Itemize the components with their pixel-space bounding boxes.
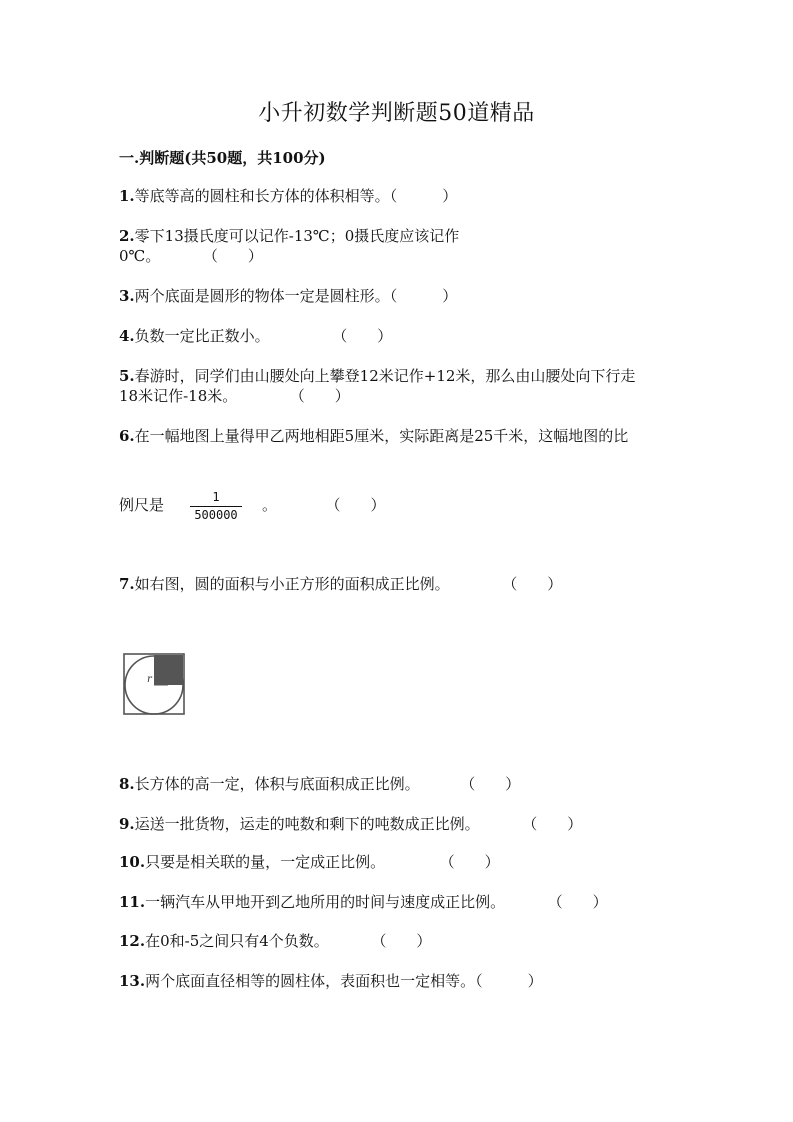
question-text: 零下13摄氏度可以记作-13℃；0摄氏度应该记作 bbox=[134, 227, 460, 245]
question-8 bbox=[119, 774, 679, 794]
scale-fraction bbox=[190, 490, 242, 523]
question-text: 两个底面直径相等的圆柱体，表面积也一定相等。 bbox=[145, 972, 476, 990]
question-number: 1. bbox=[119, 187, 135, 205]
question-4 bbox=[119, 326, 679, 346]
answer-blank: （ ） bbox=[339, 327, 393, 345]
circle-square-figure bbox=[123, 652, 185, 716]
question-text-line2: 例尺是 bbox=[119, 496, 165, 514]
answer-blank: （ ） bbox=[509, 575, 563, 593]
answer-blank: （ ） bbox=[389, 287, 458, 305]
question-number: 9. bbox=[119, 815, 135, 833]
question-number: 2. bbox=[119, 227, 135, 245]
question-text: 在一幅地图上量得甲乙两地相距5厘米，实际距离是25千米，这幅地图的比 bbox=[134, 427, 629, 445]
question-tail: 。 bbox=[262, 496, 278, 514]
answer-blank: （ ） bbox=[475, 972, 543, 990]
question-7 bbox=[119, 574, 679, 594]
question-text: 如右图，圆的面积与小正方形的面积成正比例。 bbox=[134, 575, 450, 593]
page-title: 小升初数学判断题50道精品 bbox=[258, 101, 535, 126]
question-text: 一辆汽车从甲地开到乙地所用的时间与速度成正比例。 bbox=[145, 893, 506, 911]
answer-blank: （ ） bbox=[529, 815, 583, 833]
fraction-denominator: 500000 bbox=[194, 508, 238, 522]
question-text: 只要是相关联的量，一定成正比例。 bbox=[145, 853, 386, 871]
answer-blank: （ ） bbox=[333, 496, 386, 514]
question-number: 11. bbox=[119, 893, 146, 911]
question-text: 长方体的高一定，体积与底面积成正比例。 bbox=[134, 775, 420, 793]
question-3 bbox=[119, 286, 679, 306]
question-number: 3. bbox=[119, 287, 135, 305]
answer-blank: （ ） bbox=[378, 932, 432, 950]
circle-square-diagram bbox=[123, 652, 185, 716]
question-text: 春游时，同学们由山腰处向上攀登12米记作+12米，那么由山腰处向下行走 bbox=[134, 367, 636, 385]
question-1 bbox=[119, 186, 679, 206]
question-text: 在0和-5之间只有4个负数。 bbox=[145, 932, 329, 950]
answer-blank: （ ） bbox=[210, 247, 263, 265]
answer-blank: （ ） bbox=[467, 775, 521, 793]
question-text-line2: 0℃。 bbox=[119, 247, 161, 265]
question-number: 7. bbox=[119, 575, 135, 593]
question-text: 运送一批货物，运走的吨数和剩下的吨数成正比例。 bbox=[134, 815, 480, 833]
question-2 bbox=[119, 226, 679, 266]
answer-blank: （ ） bbox=[555, 893, 608, 911]
question-number: 12. bbox=[119, 932, 146, 950]
question-number: 5. bbox=[119, 367, 135, 385]
question-number: 6. bbox=[119, 427, 135, 445]
question-9 bbox=[119, 814, 679, 834]
answer-blank: （ ） bbox=[389, 187, 458, 205]
question-12 bbox=[119, 931, 679, 951]
question-number: 8. bbox=[119, 775, 135, 793]
section-heading: 一.判断题(共50题，共100分) bbox=[119, 149, 326, 167]
question-text-line2: 18米记作-18米。 bbox=[119, 387, 238, 405]
question-6 bbox=[119, 426, 679, 446]
question-number: 4. bbox=[119, 327, 135, 345]
answer-blank: （ ） bbox=[447, 853, 500, 871]
question-10 bbox=[119, 852, 679, 872]
question-5 bbox=[119, 366, 679, 406]
question-13 bbox=[119, 971, 679, 991]
question-text: 负数一定比正数小。 bbox=[134, 327, 270, 345]
question-number: 10. bbox=[119, 853, 146, 871]
question-text: 等底等高的圆柱和长方体的体积相等。 bbox=[134, 187, 390, 205]
question-11 bbox=[119, 892, 679, 912]
answer-blank: （ ） bbox=[297, 387, 350, 405]
radius-label: r bbox=[147, 674, 152, 685]
question-number: 13. bbox=[119, 972, 146, 990]
question-text: 两个底面是圆形的物体一定是圆柱形。 bbox=[134, 287, 390, 305]
fraction-numerator: 1 bbox=[190, 490, 242, 507]
